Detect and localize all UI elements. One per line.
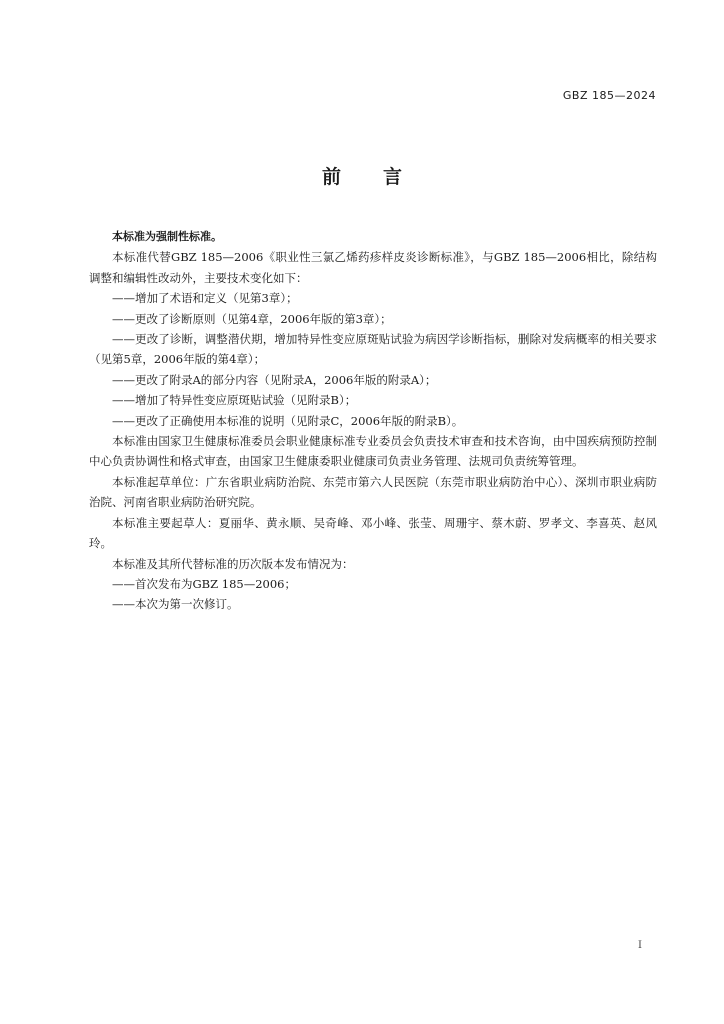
history-paragraph: 本标准及其所代替标准的历次版本发布情况为： (112, 556, 354, 571)
history-item: ——本次为第一次修订。 (112, 597, 239, 612)
review-paragraph: 本标准由国家卫生健康标准委员会职业健康标准专业委员会负责技术审查和技术咨询，由中国疾病预防控制中心负责协调性和格式审查，由国家卫生健康委职业健康司负责业务管理、法规司负责统筹管理。 (89, 434, 657, 469)
document-code: GBZ 185—2024 (562, 89, 656, 102)
change-item: ——增加了特异性变应原斑贴试验（见附录B）； (112, 393, 357, 408)
drafting-units-paragraph: 本标准起草单位：广东省职业病防治院、东莞市第六人民医院（东莞市职业病防治中心）、深圳市职业病防治院、河南省职业病防治研究院。 (89, 474, 657, 510)
mandatory-statement: 本标准为强制性标准。 (112, 230, 222, 243)
change-item: ——更改了诊断原则（见第4章，2006年版的第3章）； (112, 311, 392, 326)
foreword-body (89, 227, 657, 615)
change-item: ——更改了正确使用本标准的说明（见附录C，2006年版的附录B）。 (112, 413, 464, 428)
page-title: 前言 (321, 166, 444, 188)
change-item: ——更改了附录A的部分内容（见附录A，2006年版的附录A）； (112, 372, 437, 387)
replacement-paragraph: 本标准代替GBZ 185—2006《职业性三氯乙烯药疹样皮炎诊断标准》，与GBZ 185—2006相比，除结构调整和编辑性改动外，主要技术变化如下： (89, 250, 657, 285)
change-item: ——增加了术语和定义（见第3章）； (112, 291, 298, 306)
change-item: ——更改了诊断，调整潜伏期，增加特异性变应原斑贴试验为病因学诊断指标，删除对发病概率的相关要求（见第5章，2006年版的第4章）； (89, 332, 657, 367)
history-item: ——首次发布为GBZ 185—2006； (112, 576, 296, 591)
page-number: I (638, 940, 642, 951)
drafters-paragraph: 本标准主要起草人：夏丽华、黄永顺、吴奇峰、邓小峰、张莹、周珊宇、蔡木蔚、罗孝文、李喜英、赵风玲。 (89, 515, 657, 551)
